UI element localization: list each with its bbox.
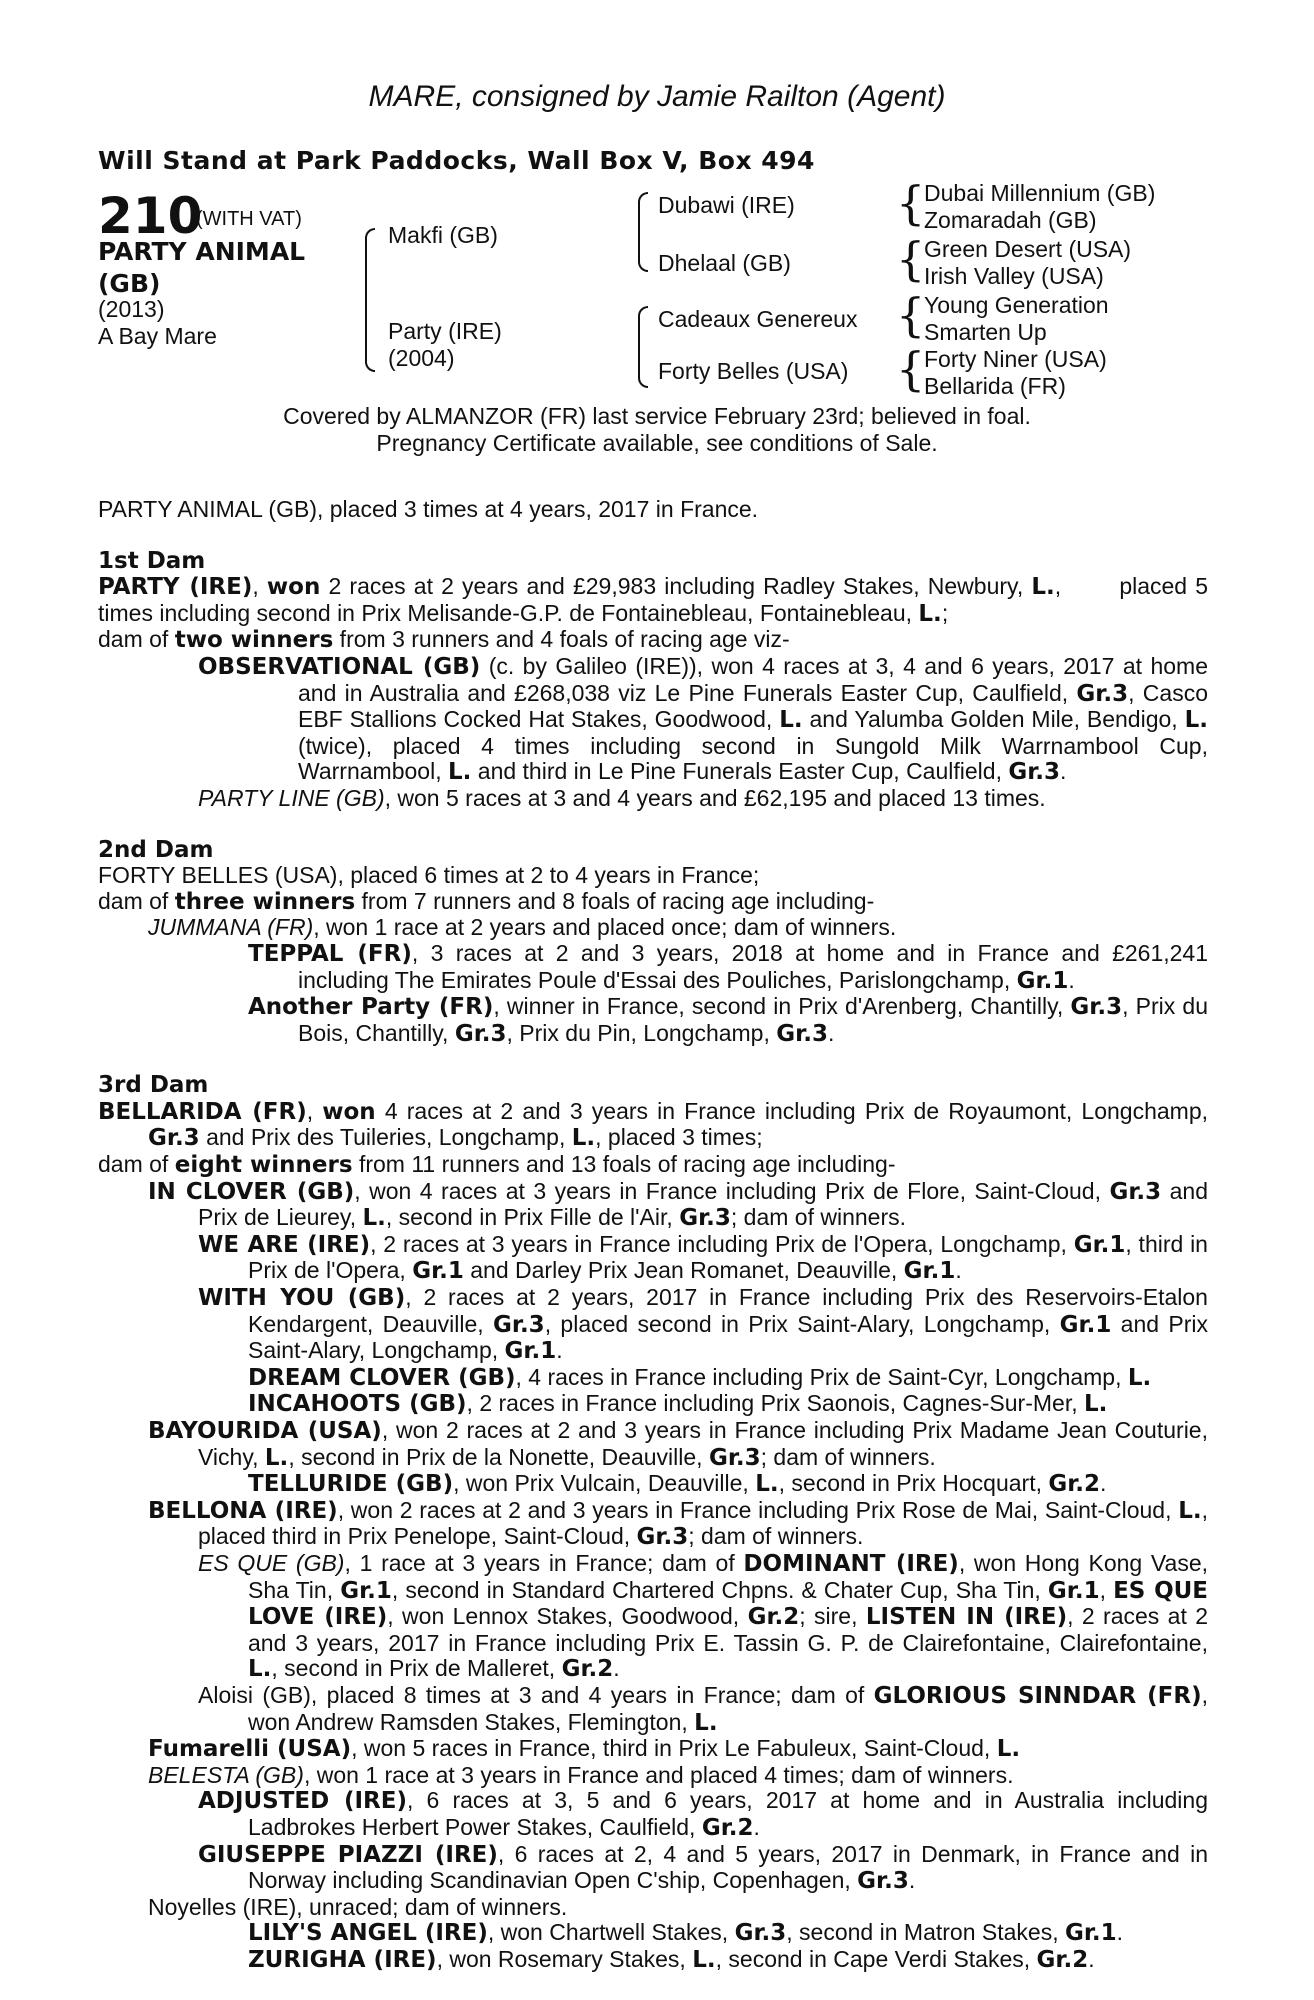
horse-description: A Bay Mare (98, 323, 217, 349)
pedigree-brace-3d: { (896, 342, 926, 396)
horse-summary: PARTY ANIMAL (GB), placed 3 times at 4 years, 2017 in France. (98, 496, 759, 522)
dam3-gf-aloisi: Aloisi (GB), placed 8 times at 3 and 4 years in France; dam of GLORIOUS SINNDAR (FR), won Andrew Ramsden Stakes, Flemington, L. (198, 1681, 1208, 1736)
dam3-foal-belesta: BELESTA (GB), won 1 race at 3 years in France and placed 4 times; dam of winners. (148, 1761, 1014, 1788)
pregnancy-note: Pregnancy Certificate available, see conditions of Sale. (376, 430, 938, 456)
catalogue-body (98, 497, 1208, 1973)
dam1-entry: PARTY (IRE), won 2 races at 2 years and £29,983 including Radley Stakes, Newbury, L., placed 5 times including second in Prix Melisande-G.P. de Fontainebleau, Fontainebleau, L.; (98, 573, 1209, 627)
pedigree-brace-sire (638, 192, 648, 272)
dam3-gf-giuseppe-piazzi: GIUSEPPE PIAZZI (IRE), 6 races at 2, 4 and 5 years, 2017 in Denmark, in France and in Norway including Scandinavian Open C'ship, Copenhagen, Gr.3. (198, 1840, 1208, 1895)
dam1-foal-observational: OBSERVATIONAL (GB) (c. by Galileo (IRE)), won 4 races at 3, 4 and 6 years, 2017 at home and in Australia and £268,038 viz Le Pine Funerals Easter Cup, Caulfield, Gr.3, Casco EBF Stallions Cocked Hat Stakes, Goodwood, L. and Yalumba Golden Mile, Bendigo, L. (twice), placed 4 times including second in Sungold Milk Warrnambool Cup, Warrnambool, L. and third in Le Pine Funerals Easter Cup, Caulfield, Gr.3. (198, 652, 1208, 786)
pedigree-brace-3a: { (896, 176, 926, 230)
section-3rd-dam: 3rd Dam (98, 1072, 209, 1099)
pedigree-sire-sire: Dubawi (IRE) (658, 192, 795, 218)
stand-location: Will Stand at Park Paddocks, Wall Box V, Box 494 (98, 146, 815, 175)
section-1st-dam: 1st Dam (98, 547, 206, 574)
pedigree-dds: Forty Niner (USA) (924, 346, 1107, 372)
lot-number: 210 (98, 187, 203, 245)
dam3-foal-in-clover: IN CLOVER (GB), won 4 races at 3 years in France including Prix de Flore, Saint-Cloud, Gr.3 and Prix de Lieurey, L., second in Prix Fille de l'Air, Gr.3; dam of winners. (148, 1177, 1208, 1232)
dam1-foal-party-line: PARTY LINE (GB), won 5 races at 3 and 4 years and £62,195 and placed 13 times. (198, 784, 1046, 811)
pedigree-dam-sire: Cadeaux Genereux (658, 306, 858, 332)
section-2nd-dam: 2nd Dam (98, 836, 214, 863)
dam3-gf-lilys-angel: LILY'S ANGEL (IRE), won Chartwell Stakes, Gr.3, second in Matron Stakes, Gr.1. (248, 1919, 1124, 1947)
page-header: MARE, consigned by Jamie Railton (Agent) (368, 80, 946, 113)
dam3-foal-bayourida: BAYOURIDA (USA), won 2 races at 2 and 3 years in France including Prix Madame Jean Couturie, Vichy, L., second in Prix de la Nonette, Deauville, Gr.3; dam of winners. (148, 1417, 1208, 1471)
pedigree-brace-3c: { (896, 288, 926, 342)
dam2-foal-teppal: TEPPAL (FR), 3 races at 2 and 3 years, 2018 at home and in France and £261,241 including The Emirates Poule d'Essai des Pouliches, Parislongchamp, Gr.1. (248, 939, 1208, 994)
dam3-foal-noyelles: Noyelles (IRE), unraced; dam of winners. (148, 1893, 568, 1920)
dam3-gf-telluride: TELLURIDE (GB), won Prix Vulcain, Deauville, L., second in Prix Hocquart, Gr.2. (248, 1470, 1107, 1498)
vat-note: (WITH VAT) (196, 208, 302, 230)
foaling-year: (2013) (98, 296, 165, 322)
dam1-produce: dam of two winners from 3 runners and 4 foals of racing age viz- (98, 626, 790, 654)
dam3-gf-with-you: WITH YOU (GB), 2 races at 2 years, 2017 in France including Prix des Reservoirs-Etalon Kendargent, Deauville, Gr.3, placed second in Prix Saint-Alary, Longchamp, Gr.1 and Prix Saint-Alary, Longchamp, Gr.1. (198, 1284, 1209, 1365)
pedigree-brace-3b: { (896, 232, 926, 286)
pedigree-ddd: Bellarida (FR) (924, 373, 1066, 399)
dam3-gf-we-are: WE ARE (IRE), 2 races at 3 years in France including Prix de l'Opera, Longchamp, Gr.1, third in Prix de l'Opera, Gr.1 and Darley Prix Jean Romanet, Deauville, Gr.1. (198, 1230, 1208, 1285)
dam3-gf-incahoots: INCAHOOTS (GB), 2 races in France including Prix Saonois, Cagnes-Sur-Mer, L. (248, 1390, 1108, 1418)
horse-info (98, 296, 217, 350)
dam2-foal-another-party: Another Party (FR), winner in France, second in Prix d'Arenberg, Chantilly, Gr.3, Prix du Bois, Chantilly, Gr.3, Prix du Pin, Longchamp, Gr.3. (248, 993, 1208, 1047)
dam3-gf-es-que: ES QUE (GB), 1 race at 3 years in France; dam of DOMINANT (IRE), won Hong Kong Vase, Sha Tin, Gr.1, second in Standard Chartered Chpns. & Chater Cup, Sha Tin, Gr.1, ES QUE LOVE (IRE), won Lennox Stakes, Goodwood, Gr.2; sire, LISTEN IN (IRE), 2 races at 2 and 3 years, 2017 in France including Prix E. Tassin G. P. de Clairefontaine, Clairefontaine, L., second in Prix de Malleret, Gr.2. (198, 1549, 1209, 1683)
dam3-gf-zurigha: ZURIGHA (IRE), won Rosemary Stakes, L., second in Cape Verdi Stakes, Gr.2. (248, 1945, 1095, 1973)
pedigree-dam-dam: Forty Belles (USA) (658, 358, 849, 384)
pedigree-sire-dam: Dhelaal (GB) (658, 250, 791, 276)
pedigree-brace-main (365, 228, 375, 372)
pedigree-dam: Party (IRE) (2004) (388, 318, 502, 371)
pedigree-brace-dam (638, 306, 648, 388)
pedigree-sss: Dubai Millennium (GB) (924, 180, 1156, 206)
dam3-entry: BELLARIDA (FR), won 4 races at 2 and 3 years in France including Prix de Royaumont, Longchamp, Gr.3 and Prix des Tuileries, Longchamp, L., placed 3 times; (98, 1097, 1209, 1152)
pedigree-sdd: Irish Valley (USA) (924, 263, 1104, 289)
pedigree-dss: Young Generation (924, 292, 1109, 318)
dam2-entry: FORTY BELLES (USA), placed 6 times at 2 to 4 years in France; (98, 862, 760, 889)
dam2-foal-jummana: JUMMANA (FR), won 1 race at 2 years and placed once; dam of winners. (148, 914, 897, 941)
dam2-produce: dam of three winners from 7 runners and 8 foals of racing age including- (98, 887, 875, 915)
horse-name: PARTY ANIMAL (GB) (98, 237, 306, 298)
dam3-produce: dam of eight winners from 11 runners and 13 foals of racing age including- (98, 1151, 896, 1179)
covered-note: Covered by ALMANZOR (FR) last service February 23rd; believed in foal. (283, 403, 1031, 429)
dam3-gf-adjusted: ADJUSTED (IRE), 6 races at 3, 5 and 6 years, 2017 at home and in Australia including Ladbrokes Herbert Power Stakes, Caulfield, Gr.2. (198, 1787, 1208, 1841)
pedigree-sire: Makfi (GB) (388, 222, 498, 248)
dam3-gf-dream-clover: DREAM CLOVER (GB), 4 races in France including Prix de Saint-Cyr, Longchamp, L. (248, 1363, 1152, 1391)
dam3-foal-bellona: BELLONA (IRE), won 2 races at 2 and 3 years in France including Prix Rose de Mai, Saint-Cloud, L., placed third in Prix Penelope, Saint-Cloud, Gr.3; dam of winners. (148, 1496, 1208, 1551)
pedigree-dsd: Smarten Up (924, 319, 1047, 345)
pedigree-sds: Green Desert (USA) (924, 236, 1132, 262)
pedigree-ssd: Zomaradah (GB) (924, 207, 1097, 233)
dam3-foal-fumarelli: Fumarelli (USA), won 5 races in France, third in Prix Le Fabuleux, Saint-Cloud, L. (148, 1735, 1021, 1763)
